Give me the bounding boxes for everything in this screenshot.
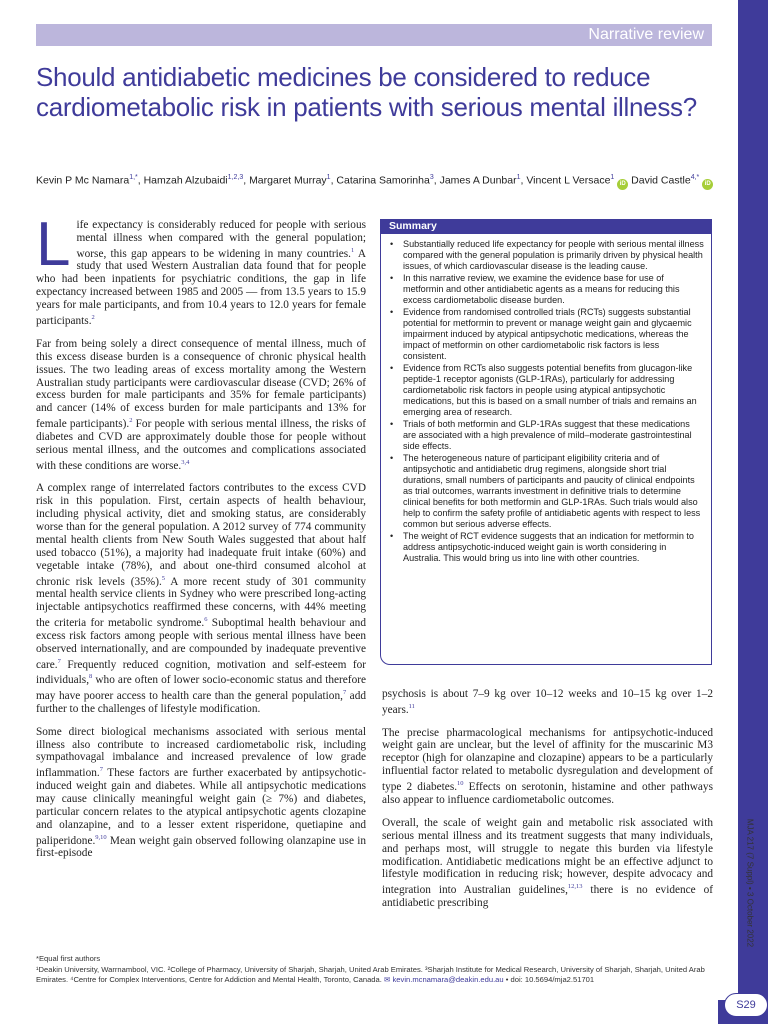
author-name: Hamzah Alzubaidi bbox=[143, 174, 228, 187]
summary-item: • Evidence from RCTs also suggests potential benefits from glucagon-like peptide-1 receptor agonists (GLP-1RAs), particularly for addressing cardiometabolic risk factors in people using atypical antipsychotic medications, but this is based on a small number of trials and remains an emerging area of research. bbox=[403, 363, 705, 418]
section-ribbon bbox=[36, 24, 712, 46]
author-separator: , bbox=[330, 174, 337, 187]
corresponding-email-link[interactable]: kevin.mcnamara@deakin.edu.au bbox=[392, 975, 504, 984]
body-paragraph: Far from being solely a direct consequence of mental illness, much of this excess disease burden is a consequence of chronic physical health issues. The two leading areas of excess mortality among the Western Australian study participants were cardiovascular disease (CVD; 26% of excess burden for male participants and 35% for female participants) and cancer (14% of excess burden for male participants and 13% for female participants).$^2$ For people with serious mental illness, the risks of diabetes and CVD are approximately double those for people without serious mental illness, and the outcomes and complications associated with these conditions are worse.$^{3,4}$ bbox=[36, 337, 366, 472]
author-separator: , bbox=[137, 174, 144, 187]
author-name: Catarina Samorinha bbox=[336, 174, 430, 187]
author-list bbox=[36, 170, 716, 190]
body-paragraph: Overall, the scale of weight gain and metabolic risk associated with serious mental illness and its treatment suggests that many individuals, and perhaps most, will struggle to negate this burden via lifestyle modification. Antidiabetic medications might be an effective adjunct to lifestyle modification in reducing risk; however, despite advocacy and integration into Australian guidelines,$^{12,13}$ there is no evidence of antidiabetic prescribing bbox=[382, 816, 713, 909]
article-title: Should antidiabetic medicines be considered to reduce cardiometabolic risk in patients with serious mental illness? bbox=[36, 62, 697, 122]
citation-ref[interactable]: 12,13 bbox=[567, 883, 583, 891]
summary-item: • The weight of RCT evidence suggests that an indication for metformin to address antipsychotic-induced weight gain is worth considering in Australia. This would bring us into line with other countries. bbox=[403, 531, 705, 564]
author-name: James A Dunbar bbox=[439, 174, 517, 187]
affiliations bbox=[36, 965, 716, 986]
orcid-icon[interactable]: iD bbox=[617, 179, 628, 190]
author-name: Vincent L Versace bbox=[526, 174, 611, 187]
citation-ref[interactable]: 7 bbox=[342, 689, 347, 697]
footnotes bbox=[36, 954, 716, 986]
body-paragraph: Life expectancy is considerably reduced for people with serious mental illness when compared with the general population; worse, this gap appears to be widening in many countries.$^1$ A study that used Western Australian data found that for people who had been inpatients for psychiatric conditions, the gap in life expectancy increased between 1985 and 2005 — from 13.5 years to 15.9 years for male participants, and from 10.4 years to 12.0 years for female participants.$^2$ bbox=[36, 210, 367, 327]
page-number: S29 bbox=[724, 993, 768, 1017]
affiliation-ref[interactable]: 1 bbox=[326, 174, 331, 181]
citation-ref[interactable]: 5 bbox=[161, 574, 166, 582]
summary-item: • Substantially reduced life expectancy for people with serious mental illness compared with the general population is primarily driven by physical health issues, of which cardiovascular disease is the leading cause. bbox=[403, 239, 705, 272]
affiliation-ref[interactable]: 1,2,3 bbox=[227, 174, 244, 181]
citation-ref[interactable]: 11 bbox=[408, 702, 415, 710]
citation-ref[interactable]: 2 bbox=[129, 417, 133, 425]
orcid-icon[interactable]: iD bbox=[702, 179, 713, 190]
affiliation-text: ¹Deakin University, Warrnambool, VIC. ²College of Pharmacy, University of Sharjah, Sharjah, United Arab Emirates. ³Sharjah Institute for Medical Research, University of Sharjah, Sharjah, United Arab Emirates. ⁴Centre for Complex Interventions, Centre for Addiction and Mental Health, Toronto, Canada. bbox=[36, 964, 705, 984]
author-separator: , bbox=[520, 174, 527, 187]
section-label: Narrative review bbox=[588, 26, 704, 43]
summary-list bbox=[381, 239, 711, 564]
citation-ref[interactable]: 9,10 bbox=[95, 833, 107, 841]
body-column-right bbox=[382, 688, 713, 920]
author-name: Kevin P Mc Namara bbox=[36, 174, 130, 187]
citation-ref[interactable]: 6 bbox=[204, 616, 208, 624]
citation-ref[interactable]: 1 bbox=[351, 246, 355, 254]
author-separator: , bbox=[243, 174, 250, 187]
summary-item: • Trials of both metformin and GLP-1RAs suggest that these medications are associated with a high prevalence of mild–moderate gastrointestinal side effects. bbox=[403, 419, 705, 452]
body-paragraph: A complex range of interrelated factors contributes to the excess CVD risk in this population. First, certain aspects of health behaviour, including physical activity, diet and smoking status, are considerably worse than for the general population. A 2012 survey of 774 community mental health clients from New South Wales suggested that about half used tobacco (51%), a majority had inadequate fruit intake (60%) and vegetable intake (78%), and about one-third consumed alcohol at chronic risk levels (35%).$^5$ A more recent study of 301 community mental health service clients in Sydney who were prescribed long-acting injectable antipsychotics reaffirmed these concerns, with 44% meeting the criteria for metabolic syndrome.$^6$ Suboptimal health behaviour and excess risk factors among people with serious mental illness have been observed internationally, and are compounded by inadequate preventive care.$^7$ Frequently reduced cognition, motivation and self-esteem for individuals,$^8$ who are often of lower socio-economic status and therefore may have poorer access to health care than the general population,$^7$ add further to the challenges of lifestyle modification. bbox=[36, 482, 366, 715]
body-paragraph: Some direct biological mechanisms associated with serious mental illness also contribute to increased cardiometabolic risk, including sympathovagal imbalance and increased prevalence of low grade inflammation.$^7$ These factors are further exacerbated by antipsychotic-induced weight gain and diabetes. While all antipsychotic medications may cause clinically meaningful weight gain (≥ 7%) and diabetes, particular concern relates to the atypical antipsychotic agents clozapine and olanzapine, and to a lesser extent risperidone, quetiapine and paliperidone.$^{9,10}$ Mean weight gain observed following olanzapine use in first-episode bbox=[36, 725, 366, 860]
author-name: Margaret Murray bbox=[249, 174, 327, 187]
equal-authors-note: *Equal first authors bbox=[36, 954, 101, 963]
citation-ref[interactable]: 7 bbox=[57, 657, 61, 665]
envelope-icon: ✉ bbox=[384, 975, 391, 984]
summary-item: • In this narrative review, we examine the evidence base for use of metformin and other antidiabetic agents as a means for reducing this excess cardiometabolic disease burden. bbox=[403, 273, 705, 306]
journal-citation-text: MJA 217 (7 Suppl) ▪ 3 October 2022 bbox=[745, 818, 755, 948]
citation-ref[interactable]: 7 bbox=[99, 766, 103, 774]
affiliation-ref[interactable]: 4,* bbox=[690, 174, 700, 181]
affiliation-ref[interactable]: 3 bbox=[429, 174, 434, 181]
doi-text: • doi: 10.5694/mja2.51701 bbox=[503, 975, 595, 984]
body-paragraph: The precise pharmacological mechanisms for antipsychotic-induced weight gain are unclear, but the level of affinity for the muscarinic M3 receptor (high for olanzapine and clozapine) appears to be a particularly influential factor related to metabolic dysregulation and development of type 2 diabetes.$^{10}$ Effects on serotonin, histamine and other pathways also appear to influence cardiometabolic outcomes. bbox=[382, 726, 713, 806]
summary-heading: Summary bbox=[381, 219, 711, 234]
citation-ref[interactable]: 2 bbox=[91, 314, 95, 322]
body-paragraph: psychosis is about 7–9 kg over 10–12 weeks and 10–15 kg over 1–2 years.$^{11}$ bbox=[382, 688, 713, 716]
citation-ref[interactable]: 3,4 bbox=[181, 458, 190, 466]
author-name: David Castle bbox=[631, 174, 691, 187]
affiliation-ref[interactable]: 1 bbox=[610, 174, 615, 181]
affiliation-ref[interactable]: 1,* bbox=[129, 174, 138, 181]
drop-cap: L bbox=[36, 210, 71, 279]
summary-item: • Evidence from randomised controlled trials (RCTs) suggests substantial potential for metformin to prevent or manage weight gain and glycaemic impairment induced by atypical antipsychotic medications, whereas the impact of metformin on other cardiometabolic risk factors is less consistent. bbox=[403, 307, 705, 362]
body-column-left bbox=[36, 210, 367, 870]
summary-box bbox=[380, 219, 712, 665]
author-separator: , bbox=[433, 174, 440, 187]
citation-ref[interactable]: 8 bbox=[89, 673, 93, 681]
citation-ref[interactable]: 10 bbox=[457, 780, 464, 788]
affiliation-ref[interactable]: 1 bbox=[516, 174, 521, 181]
summary-item: • The heterogeneous nature of participant eligibility criteria and of antipsychotic and antidiabetic drug regimens, alongside short trial durations, small numbers of participants and paucity of clinical endpoints as trial outcomes, warrants investment in definitive trials to determine clinical benefits for both metformin and GLP-1RAs. Such trials would also help to confirm the safety profile of antidiabetic agents with respect to less common but serious adverse effects. bbox=[403, 453, 705, 530]
